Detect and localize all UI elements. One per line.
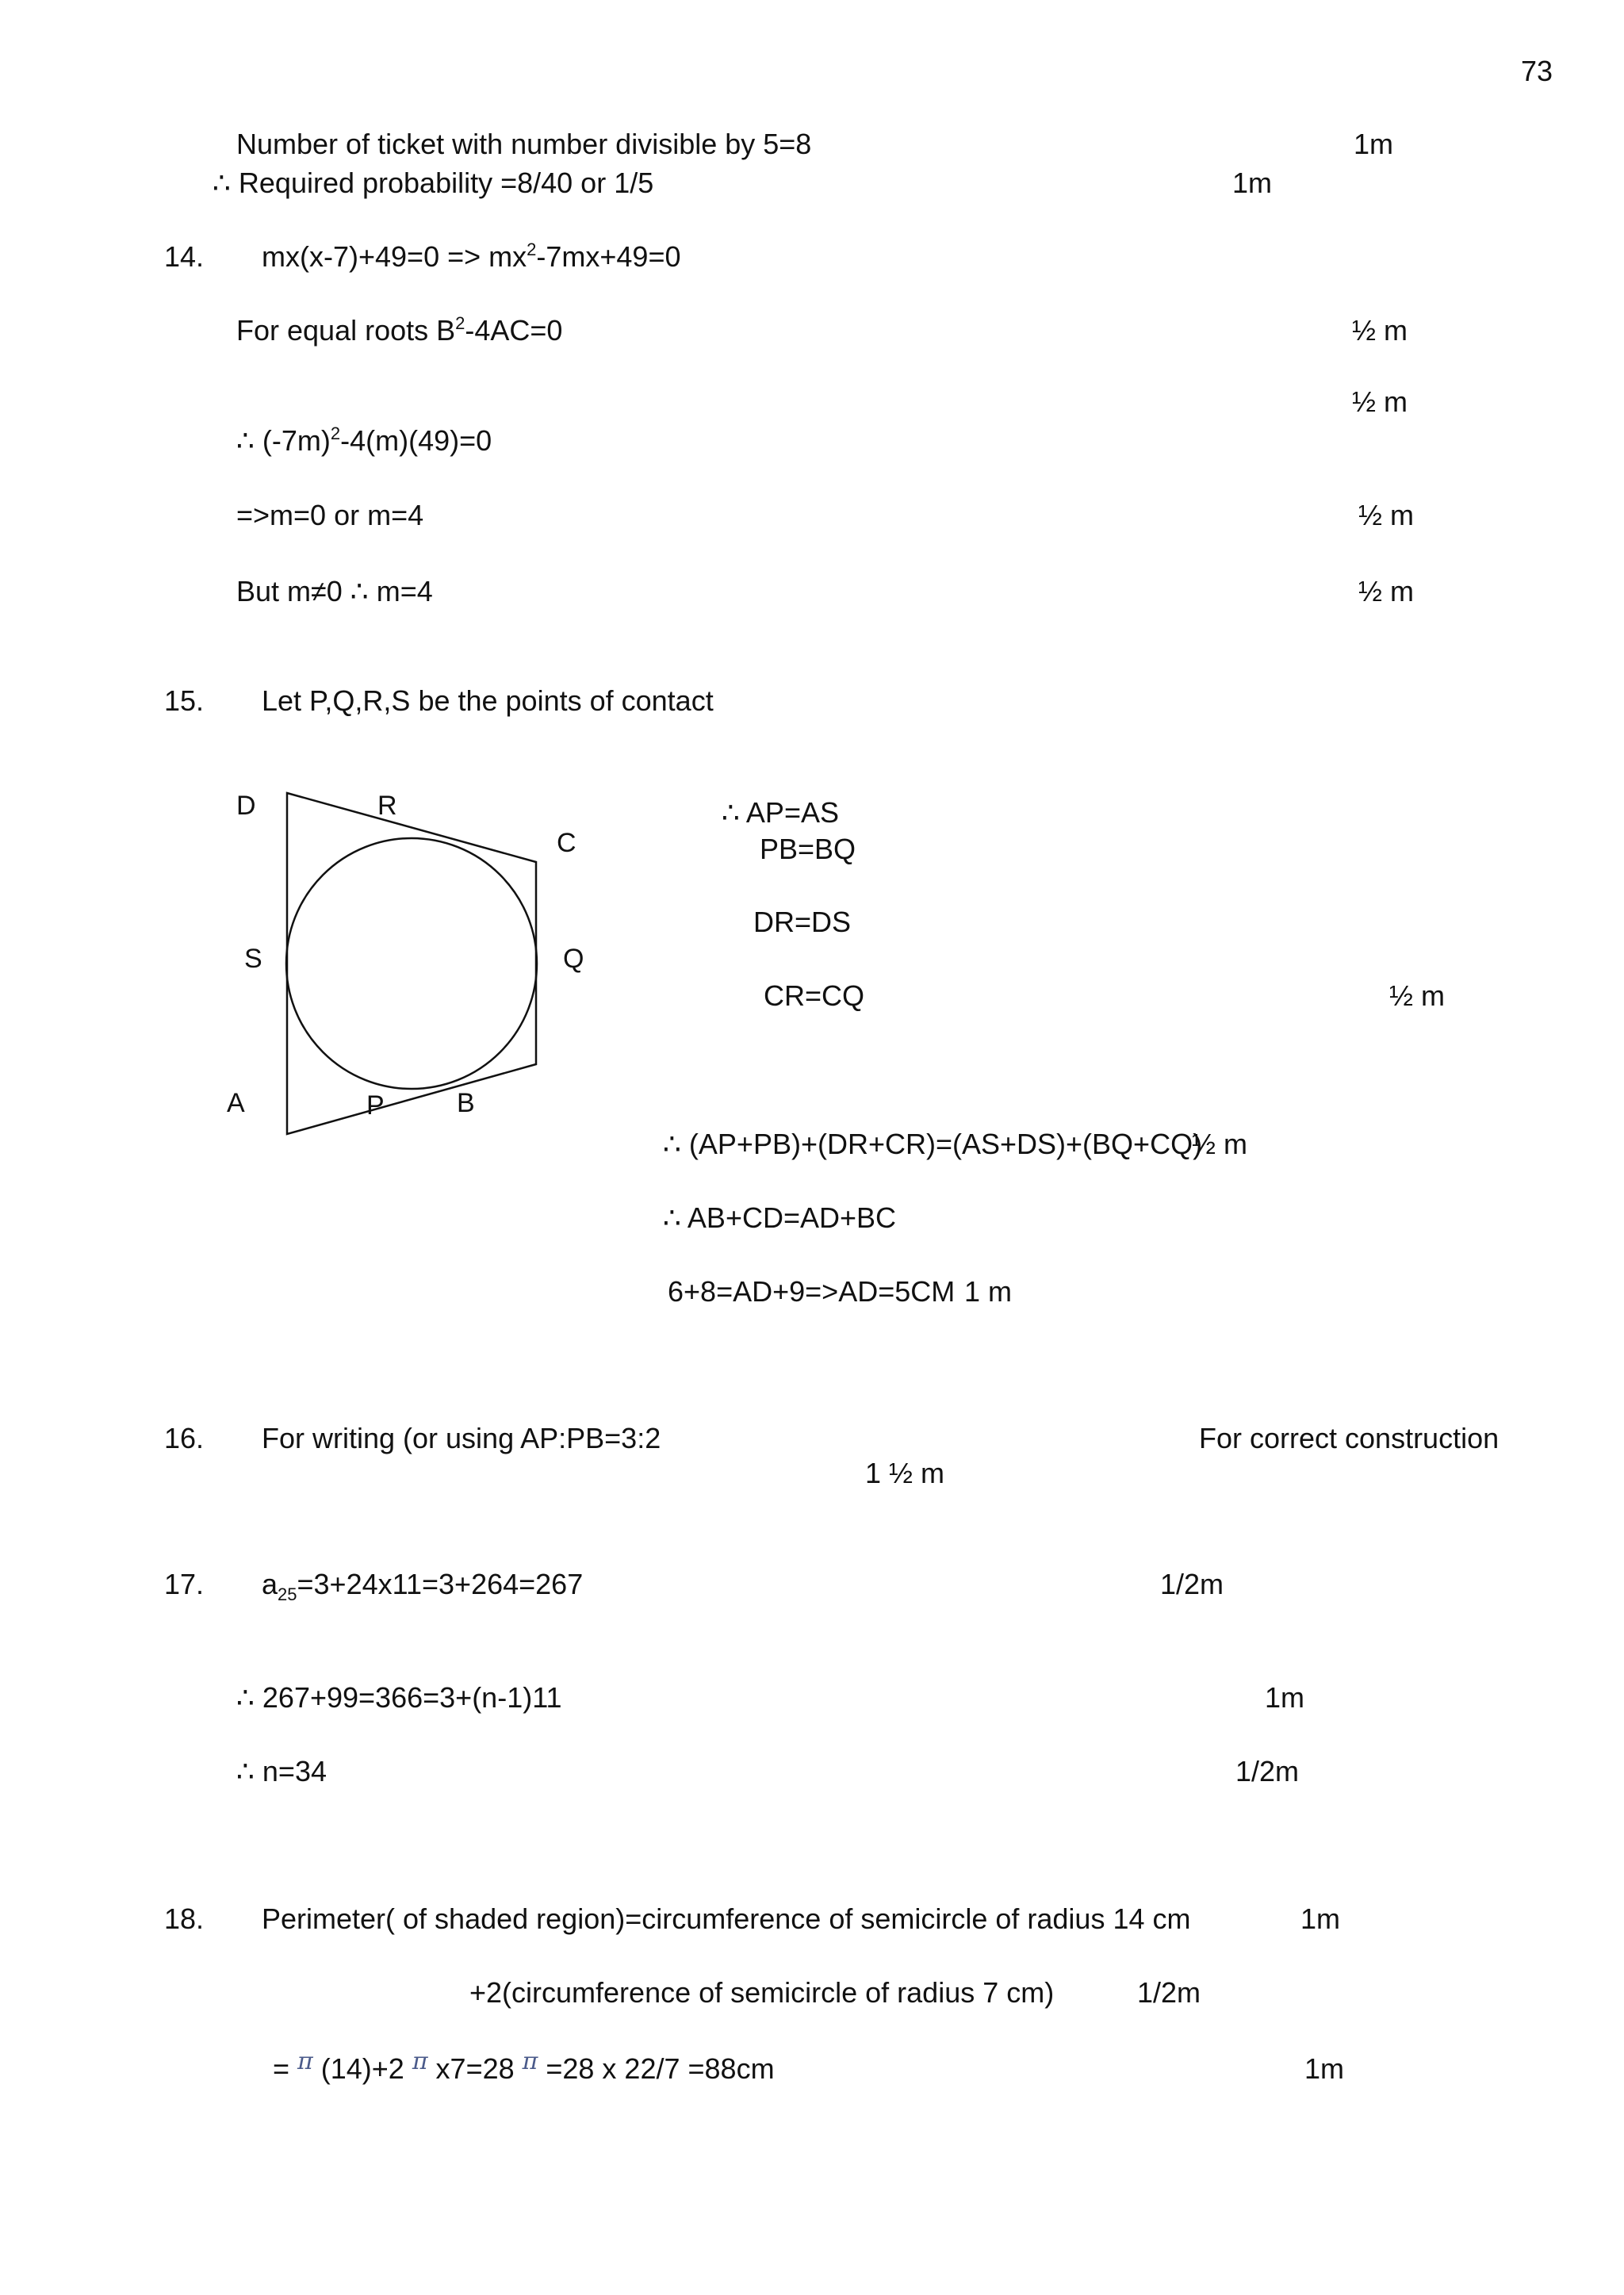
question-number: 15. — [164, 684, 205, 717]
mark: 1/2m — [1235, 1755, 1300, 1787]
point-label-q: Q — [563, 944, 584, 974]
equal-roots-line: For equal roots $B^2-4AC=0$ — [236, 313, 563, 347]
pi-symbol: π — [297, 2048, 313, 2075]
vertex-label-c: C — [557, 828, 576, 858]
mark: 1m — [1304, 2052, 1345, 2085]
incircle — [286, 838, 537, 1089]
mark: 1/2m — [1160, 1568, 1224, 1600]
question-number: 18. — [164, 1902, 205, 1935]
n-result-line: ∴ n=34 — [236, 1755, 327, 1787]
mark: ½ m — [1352, 314, 1408, 347]
pi-symbol: π — [522, 2048, 538, 2075]
final-answer-line: But m≠0 ∴ m=4 — [236, 575, 433, 607]
tangent-cr: CR=CQ — [764, 979, 865, 1012]
sum-line: ∴ (AP+PB)+(DR+CR)=(AS+DS)+(BQ+CQ) — [663, 1128, 1203, 1160]
sides-line: ∴ AB+CD=AD+BC — [663, 1201, 897, 1234]
tangent-dr: DR=DS — [753, 906, 852, 938]
vertex-label-b: B — [457, 1088, 475, 1118]
equation-line: $mx(x-7)+49=0 => mx^2-7mx+49=0$ — [262, 239, 681, 273]
mark: 1m — [1354, 128, 1394, 160]
mark: 1m — [1232, 167, 1273, 199]
vertex-label-d: D — [236, 791, 256, 821]
mark: 1 ½ m — [865, 1457, 945, 1489]
semicircle-line: +2(circumference of semicircle of radius 7 cm) — [469, 1976, 1055, 2009]
ticket-count-line: Number of ticket with number divisible by 5=8 — [236, 128, 812, 160]
mark: ½ m — [1389, 979, 1446, 1012]
mark: 1m — [1300, 1902, 1341, 1935]
quadrilateral-incircle-figure — [214, 777, 595, 1150]
point-label-r: R — [377, 791, 397, 821]
question-number: 17. — [164, 1568, 205, 1600]
mark: ½ m — [1192, 1128, 1248, 1160]
page-number: 73 — [1521, 55, 1553, 87]
term-line: $a_{25}=3+24x11=3+264=267$ — [262, 1568, 584, 1604]
calculation-line: 6+8=AD+9=>AD=5CM — [668, 1275, 956, 1308]
formula-line: = $^\pi$ (14)+2 $^\pi$ x7=28 $^\pi$ =28 x 22/7 =88cm — [273, 2048, 775, 2085]
ratio-line: For writing (or using AP:PB=3:2 — [262, 1422, 661, 1454]
question-intro: Let P,Q,R,S be the points of contact — [262, 684, 714, 717]
question-number: 16. — [164, 1422, 205, 1454]
mark: ½ m — [1352, 385, 1408, 418]
quadrilateral-abcd — [287, 793, 536, 1134]
mark: 1/2m — [1137, 1976, 1201, 2009]
result-line: =>m=0 or m=4 — [236, 499, 424, 531]
mark: 1m — [1265, 1681, 1305, 1714]
mark: ½ m — [1358, 575, 1415, 607]
tangent-pb: PB=BQ — [760, 833, 856, 865]
pi-symbol: π — [412, 2048, 428, 2075]
point-label-p: P — [366, 1090, 385, 1121]
perimeter-line: Perimeter( of shaded region)=circumference of semicircle of radius 14 cm — [262, 1902, 1191, 1935]
mark: ½ m — [1358, 499, 1415, 531]
point-label-s: S — [244, 944, 262, 974]
n-equation-line: ∴ 267+99=366=3+(n-1)11 — [236, 1681, 562, 1714]
substitution-line: ∴ $(-7m)^2-4(m)(49)=0$ — [236, 423, 492, 457]
vertex-label-a: A — [227, 1088, 245, 1118]
mark: 1 m — [964, 1275, 1013, 1308]
construction-line: For correct construction — [1199, 1422, 1500, 1454]
question-number: 14. — [164, 240, 205, 273]
tangent-ap: ∴ AP=AS — [722, 796, 839, 829]
probability-line: ∴ Required probability =8/40 or 1/5 — [213, 167, 654, 199]
